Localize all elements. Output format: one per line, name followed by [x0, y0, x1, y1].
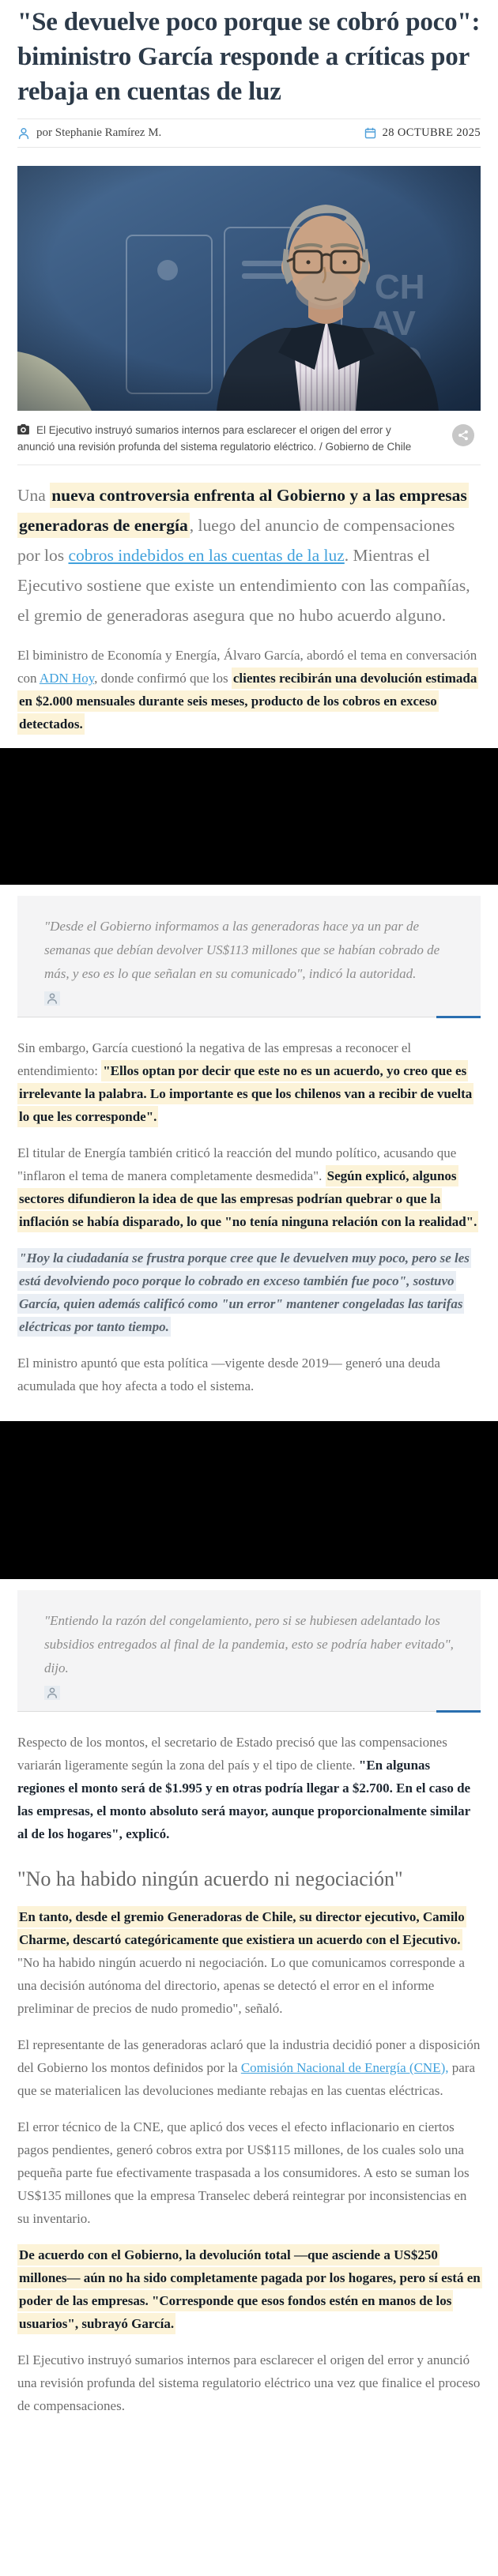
body-paragraph [17, 2243, 481, 2335]
text-segment: Según explicó, algunos sectores difundieron la idea de que las empresas podrían quebrar o que la inflación se había disparado, lo que "no tenía ninguna relación con la realidad". [17, 1165, 478, 1232]
share-button[interactable] [452, 424, 474, 446]
text-segment: Una [17, 486, 51, 505]
text-segment: "En algunas regiones el monto será de $1.995 y en otras podría llegar a $2.700. En el caso de las empresas, el monto absoluto será mayor, aunque proporcionalmente similar al de los hogares", explicó. [17, 1758, 471, 1841]
text-segment: para que se materialicen las devoluciones mediante rebajas en las cuentas eléctricas. [17, 2060, 475, 2098]
text-segment: El error técnico de la CNE, que aplicó dos veces el efecto inflacionario en ciertos pagos pendientes, generó cobros extra por US$115 millones, de los cuales solo una pequeña parte fue efectivamente traspasada a los consumidores. A esto se suman los US$135 millones que la empresa Transelec deberá reintegrar por inconsistencias en su inventario. [17, 2119, 470, 2226]
body-paragraph [17, 2115, 481, 2230]
body-paragraph [17, 2033, 481, 2102]
section-heading: "No ha habido ningún acuerdo ni negociación" [17, 1867, 403, 1890]
lead-paragraph [17, 480, 481, 630]
text-segment: Respecto de los montos, el secretario de Estado precisó que las compensaciones variarán ligeramente según la zona del país y el tipo de cliente. [17, 1735, 447, 1773]
image-credit: / Gobierno de Chile [319, 441, 412, 453]
text-segment: "Ellos optan por decir que este no es un acuerdo, yo creo que es irrelevante la palabra. Lo importante es que los chilenos van a recibir de vuelta lo que les corresponde". [17, 1060, 473, 1127]
text-segment: clientes recibirán una devolución estimada en $2.000 mensuales durante seis meses, producto de los cobros en exceso detectados. [17, 668, 478, 735]
quote-accent-bar [436, 1016, 481, 1018]
publish-date [364, 126, 481, 140]
body-paragraph [17, 1352, 481, 1397]
page-title: "Se devuelve poco porque se cobró poco": biministro García responde a críticas por rebaja en cuentas de luz [17, 8, 481, 106]
person-icon [17, 127, 30, 140]
text-segment: El biministro de Economía y Energía, Álvaro García, abordó el tema en conversación con [17, 648, 477, 686]
image-caption-row [17, 423, 481, 455]
text-segment: El ministro apuntó que esta política —vigente desde 2019— generó una deuda acumulada que hoy afecta a todo el sistema. [17, 1356, 440, 1393]
text-segment: . Mientras el Ejecutivo sostiene que existe un entendimiento con las compañías, el gremio de generadoras asegura que no hubo acuerdo alguno. [17, 546, 470, 625]
text-segment: nueva controversia enfrenta al Gobierno y a las empresas generadoras de energía [17, 483, 469, 538]
text-segment: "Hoy la ciudadanía se frustra porque cree que le devuelven muy poco, pero se les está devolviendo poco porque lo cobrado en exceso también fue poco", sostuvo García, quien además calificó como "un error" mantener congeladas las tarifas eléctricas por tanto tiempo. [17, 1248, 471, 1337]
quote-accent-bar [436, 1710, 481, 1713]
minister-photo-illustration [17, 166, 481, 411]
text-segment: En tanto, desde el gremio Generadoras de Chile, su director ejecutivo, Camilo Charme, descartó categóricamente que existiera un acuerdo con el Ejecutivo. [17, 1906, 466, 1950]
calendar-icon [364, 127, 376, 139]
byline [17, 126, 161, 140]
bottom-spacer [17, 2417, 481, 2438]
body-paragraph [17, 1247, 481, 1338]
quote-text: "Desde el Gobierno informamos a las generadoras hace ya un par de semanas que debían devolver US$113 millones que se habían cobrado de más, y eso es lo que señalan en su comunicado", indicó la autoridad. [44, 919, 440, 981]
pull-quote [17, 1590, 481, 1712]
embedded-media-player[interactable] [0, 748, 498, 885]
quote-text: "Entiendo la razón del congelamiento, pero si se hubiesen adelantado los subsidios entregados al final de la pandemia, esto se podría haber evitado", dijo. [44, 1613, 454, 1675]
text-segment: El titular de Energía también criticó la reacción del mundo político, acusando que "inflaron el tema de manera completamente desmedida". [17, 1145, 457, 1183]
text-segment: El Ejecutivo instruyó sumarios internos para esclarecer el origen del error y anunció una revisión profunda del sistema regulatorio eléctrico una vez que finalice el proceso de compensaciones. [17, 2352, 481, 2413]
inline-link[interactable]: cobros indebidos en las cuentas de la luz [68, 546, 345, 565]
share-icon [458, 430, 469, 441]
body-paragraph [17, 2348, 481, 2417]
text-segment: , luego del anuncio de compensaciones por los [17, 516, 455, 565]
embedded-media-player[interactable] [0, 1421, 498, 1579]
byline-text: por Stephanie Ramírez M. [36, 126, 162, 139]
caption-divider [17, 464, 481, 465]
text-segment: El representante de las generadoras aclaró que la industria decidió poner a disposición del Gobierno los montos definidos por la [17, 2037, 481, 2075]
text-segment: De acuerdo con el Gobierno, la devolución total —que asciende a US$250 millones— aún no ha sido completamente pagada por los hogares, pero sí está en poder de las empresas. "Corresponde que esos fondos estén en manos de los usuarios", subrayó García. [17, 2244, 482, 2334]
text-segment: , donde confirmó que los [94, 671, 232, 686]
camera-icon [17, 423, 29, 439]
pull-quote [17, 896, 481, 1017]
image-caption: El Ejecutivo instruyó sumarios internos para esclarecer el origen del error y anunció una revisión profunda del sistema regulatorio eléctrico. [17, 424, 391, 453]
inline-link[interactable]: ADN Hoy [39, 671, 95, 686]
date-text: 28 OCTUBRE 2025 [382, 126, 481, 139]
body-paragraph [17, 644, 481, 735]
article-meta-bar [17, 118, 481, 148]
quote-author-person-icon [44, 991, 60, 1006]
hero-image [17, 166, 481, 411]
body-paragraph [17, 1141, 481, 1233]
body-paragraph [17, 1036, 481, 1128]
article-body [17, 480, 481, 2417]
body-paragraph [17, 1905, 481, 2020]
body-paragraph [17, 1731, 481, 1845]
quote-author-person-icon [44, 1686, 60, 1700]
text-segment: Sin embargo, García cuestionó la negativa de las empresas a reconocer el entendimiento: [17, 1040, 412, 1078]
text-segment: "No ha habido ningún acuerdo ni negociación. Lo que comunicamos corresponde a una decisión autónoma del directorio, apenas se detectó el error en el informe preliminar de precios de nudo promedio", señaló. [17, 1955, 465, 2016]
inline-link[interactable]: Comisión Nacional de Energía (CNE), [240, 2060, 449, 2075]
